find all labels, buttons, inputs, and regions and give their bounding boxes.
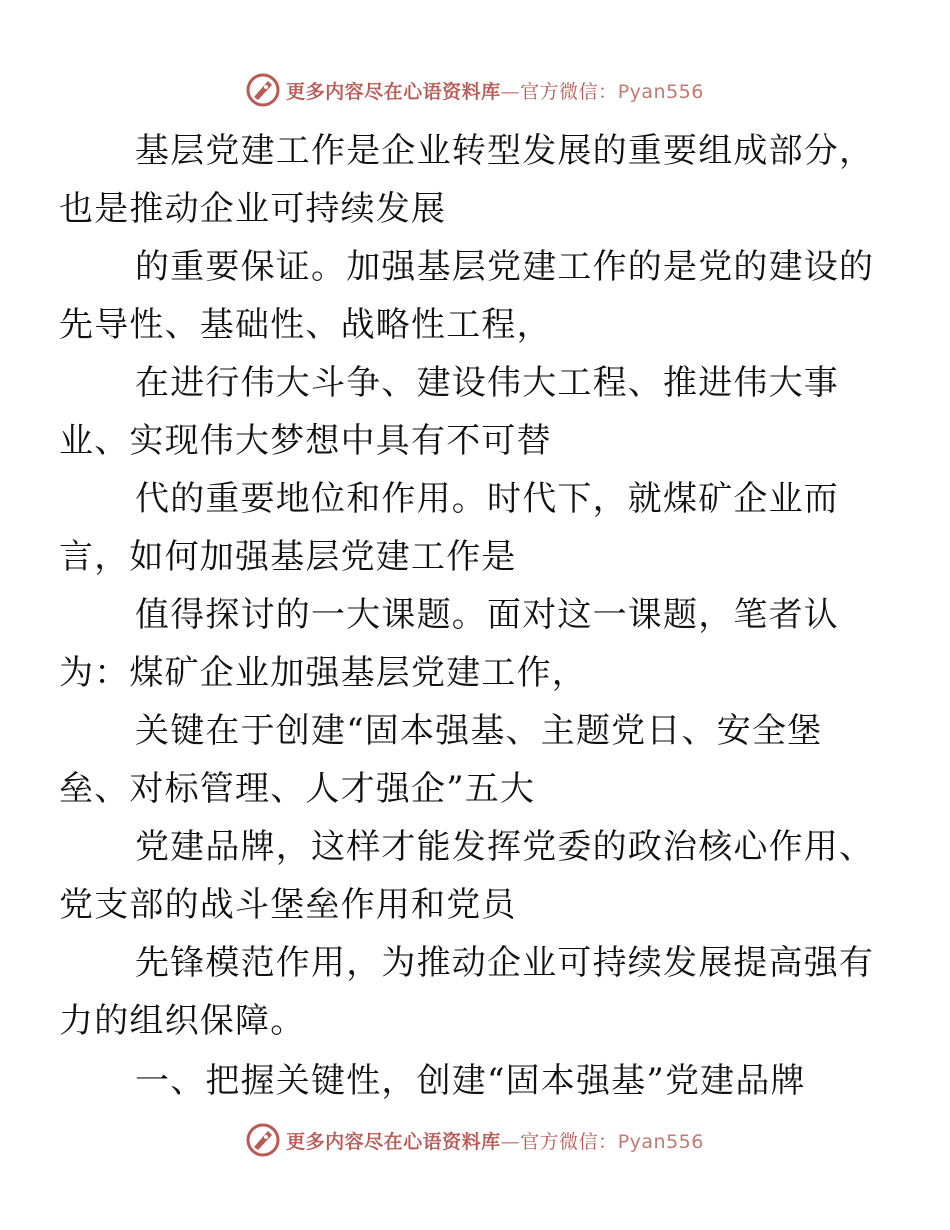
paragraph-line: 基层党建工作是企业转型发展的重要组成部分，: [135, 131, 875, 171]
watermark-label: 官方微信：: [520, 80, 618, 103]
watermark-main: 更多内容尽在心语资料库: [286, 80, 501, 103]
paragraph-line: 的重要保证。加强基层党建工作的是党的建设的: [135, 247, 875, 287]
watermark-account: Pyan556: [617, 80, 704, 103]
pen-nib-logo-icon: [246, 1123, 280, 1157]
paragraph-1: [59, 122, 875, 238]
paragraph-line: 言，如何加强基层党建工作是: [59, 537, 517, 577]
paragraph-2: [59, 238, 875, 354]
header-watermark: [0, 70, 950, 110]
pen-nib-logo-icon: [246, 73, 280, 107]
section-heading-text: 一、把握关键性，创建“固本强基”党建品牌: [135, 1061, 806, 1101]
paragraph-5: [59, 586, 867, 702]
paragraph-line: 代的重要地位和作用。时代下，就煤矿企业而: [135, 479, 839, 519]
paragraph-line: 垒、对标管理、人才强企”五大: [59, 769, 536, 809]
paragraph-line: 先锋模范作用，为推动企业可持续发展提高强有: [135, 943, 875, 983]
document-body: [59, 122, 875, 1110]
watermark-account: Pyan556: [617, 1130, 704, 1153]
paragraph-line: 也是推动企业可持续发展: [59, 189, 447, 229]
watermark-separator: —: [500, 1130, 521, 1153]
paragraph-line: 业、实现伟大梦想中具有不可替: [59, 421, 552, 461]
paragraph-line: 为：煤矿企业加强基层党建工作，: [59, 653, 587, 693]
watermark-main: 更多内容尽在心语资料库: [286, 1130, 501, 1153]
paragraph-4: [59, 470, 867, 586]
watermark-text: [286, 77, 704, 104]
paragraph-6: [59, 702, 867, 818]
paragraph-line: 党支部的战斗堡垒作用和党员: [59, 885, 517, 925]
watermark-separator: —: [500, 80, 521, 103]
footer-watermark: [0, 1120, 950, 1160]
watermark-text: [286, 1127, 704, 1154]
paragraph-8: [59, 934, 875, 1050]
paragraph-line: 力的组织保障。: [59, 1001, 306, 1041]
paragraph-line: 关键在于创建“固本强基、主题党日、安全堡: [135, 711, 823, 751]
paragraph-line: 值得探讨的一大课题。面对这一课题，笔者认: [135, 595, 839, 635]
paragraph-line: 先导性、基础性、战略性工程，: [59, 305, 552, 345]
paragraph-7: [59, 818, 875, 934]
paragraph-3: [59, 354, 867, 470]
paragraph-line: 党建品牌，这样才能发挥党委的政治核心作用、: [135, 827, 875, 867]
section-heading: [97, 1052, 867, 1110]
watermark-label: 官方微信：: [520, 1130, 618, 1153]
paragraph-line: 在进行伟大斗争、建设伟大工程、推进伟大事: [135, 363, 839, 403]
